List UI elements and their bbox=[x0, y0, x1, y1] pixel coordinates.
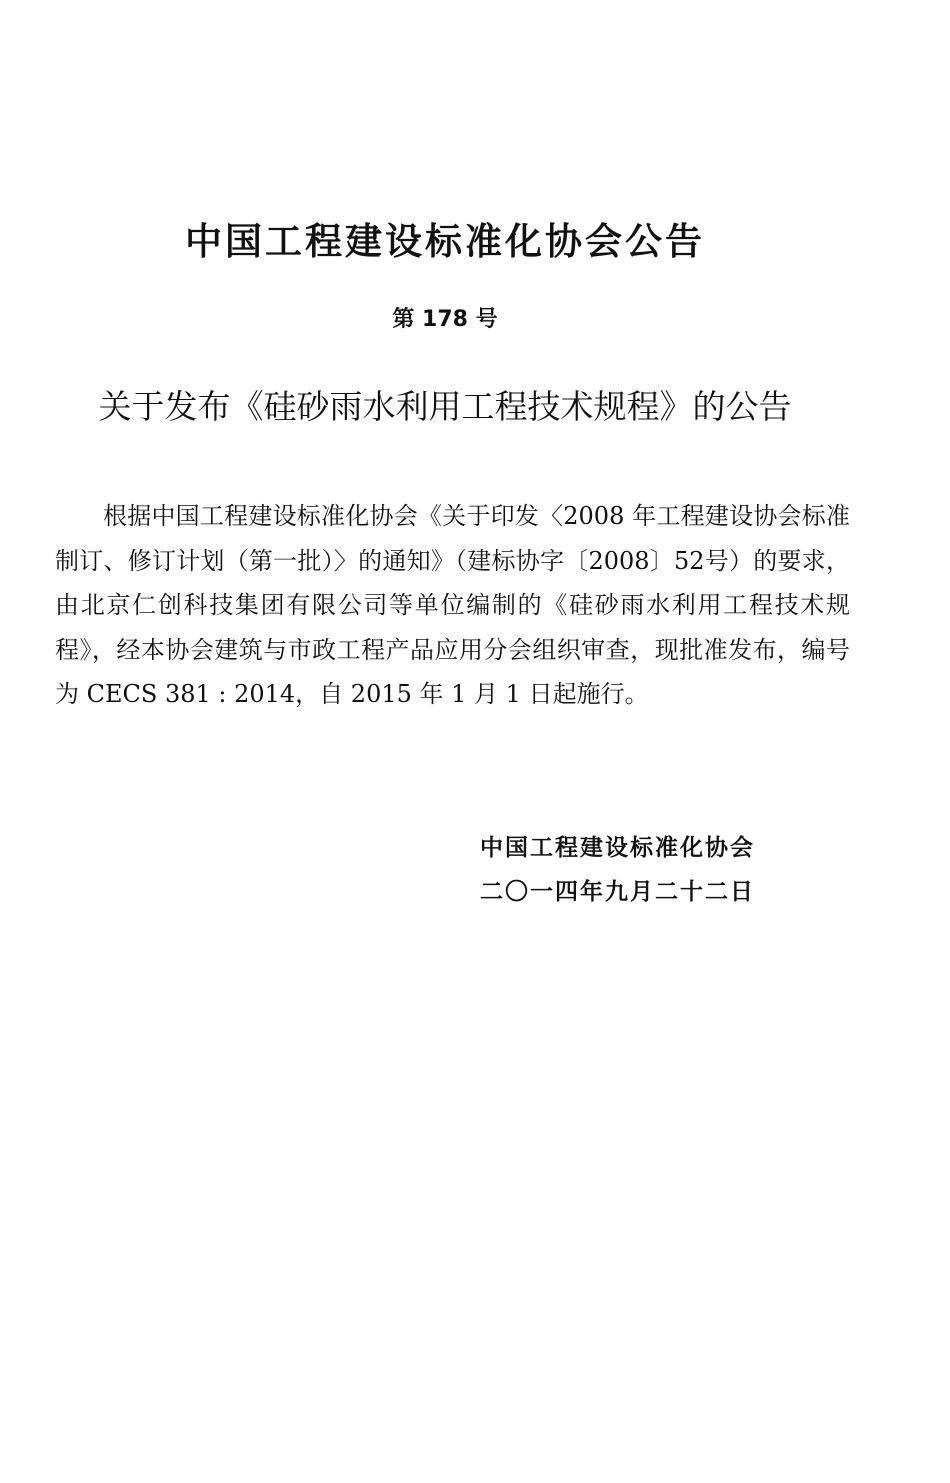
signature-block bbox=[480, 826, 755, 914]
announcement-number: 第 178 号 bbox=[392, 307, 498, 332]
organization-title: 中国工程建设标准化协会公告 bbox=[185, 220, 705, 263]
signature-organization: 中国工程建设标准化协会 bbox=[480, 835, 755, 861]
signature-date: 二〇一四年九月二十二日 bbox=[480, 879, 755, 905]
announcement-title: 关于发布《硅砂雨水利用工程技术规程》的公告 bbox=[98, 387, 792, 426]
announcement-body: 根据中国工程建设标准化协会《关于印发〈2008 年工程建设协会标准制订、修订计划（第一批）〉的通知》（建标协字〔2008〕52号）的要求，由北京仁创科技集团有限公司等单位编制的《硅砂雨水利用工程技术规程》，经本协会建筑与市政工程产品应用分会组织审查，现批准发布，编号为 CECS 381 : 2014，自 2015 年 1 月 1 日起施行。 bbox=[55, 502, 850, 708]
